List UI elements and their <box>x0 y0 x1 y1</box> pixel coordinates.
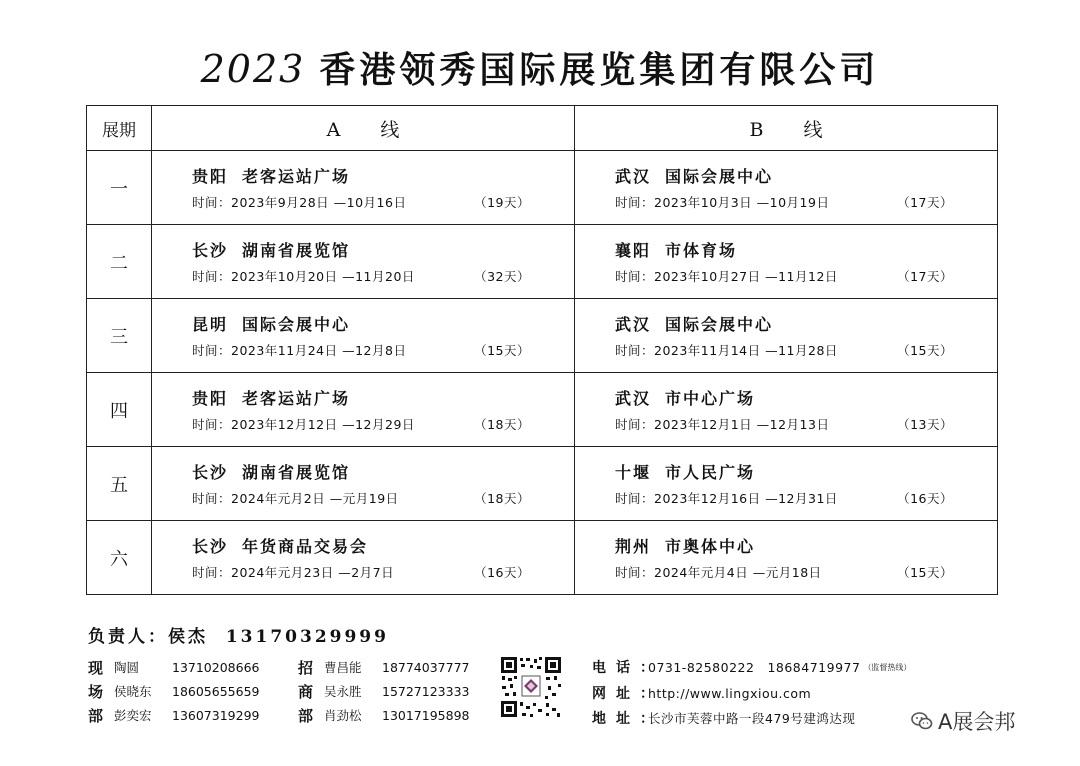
venue: 市体育场 <box>665 241 738 260</box>
biz-dept-block <box>298 657 498 725</box>
header-line-a <box>152 106 575 151</box>
venue: 湖南省展览馆 <box>242 241 351 260</box>
venue: 老客运站广场 <box>242 389 351 408</box>
staff-phone: 13607319299 <box>172 707 260 723</box>
time-range: 时间：2023年10月3日 —10月19日 <box>615 195 830 210</box>
time-range: 时间：2023年12月16日 —12月31日 <box>615 491 838 506</box>
staff-name: 吴永胜 <box>324 684 362 699</box>
table-row <box>87 151 998 225</box>
time-range: 时间：2024年元月23日 —2月7日 <box>192 565 395 580</box>
line-a-cell <box>152 225 575 299</box>
city: 武汉 <box>615 167 652 186</box>
phone-value: 0731-82580222 18684719977 <box>648 660 861 675</box>
contact-phone: 13170329999 <box>225 627 389 647</box>
line-b-cell <box>575 299 998 373</box>
site-dept-block <box>88 657 288 725</box>
duration: （17天） <box>897 195 953 210</box>
staff-phone: 18605655659 <box>172 683 260 699</box>
time-range: 时间：2024年元月4日 —元月18日 <box>615 565 822 580</box>
venue: 市人民广场 <box>665 463 756 482</box>
staff-phone: 13017195898 <box>382 707 470 723</box>
title-company: 香港领秀国际展览集团有限公司 <box>319 49 880 91</box>
staff-phone: 15727123333 <box>382 683 470 699</box>
contact-label: 负责人：侯杰 <box>88 627 208 647</box>
line-a-cell <box>152 151 575 225</box>
header-line-b-word: 线 <box>803 118 823 141</box>
time-range: 时间：2023年11月14日 —11月28日 <box>615 343 838 358</box>
venue: 市中心广场 <box>665 389 756 408</box>
duration: （18天） <box>474 417 530 432</box>
watermark-text: A展会邦 <box>938 710 1016 734</box>
venue: 国际会展中心 <box>665 315 774 334</box>
phone-label: 电话： <box>592 660 664 676</box>
page-title <box>0 42 1080 93</box>
line-b-cell <box>575 521 998 595</box>
line-b-cell <box>575 447 998 521</box>
hotline-note: （监督热线） <box>863 662 912 672</box>
duration: （15天） <box>897 565 953 580</box>
city: 十堰 <box>615 463 652 482</box>
staff-name: 曹昌能 <box>324 660 362 675</box>
title-year: 2023 <box>200 47 306 91</box>
period-label: 三 <box>87 299 152 373</box>
time-range: 时间：2023年10月27日 —11月12日 <box>615 269 838 284</box>
duration: （17天） <box>897 269 953 284</box>
header-line-a-letter: A <box>326 118 341 141</box>
period-label: 四 <box>87 373 152 447</box>
table-row <box>87 299 998 373</box>
table-header-row <box>87 106 998 151</box>
city: 长沙 <box>192 463 229 482</box>
time-range: 时间：2024年元月2日 —元月19日 <box>192 491 399 506</box>
period-label: 一 <box>87 151 152 225</box>
venue: 年货商品交易会 <box>242 537 369 556</box>
city: 荆州 <box>615 537 652 556</box>
staff-name: 侯晓东 <box>114 684 152 699</box>
city: 昆明 <box>192 315 229 334</box>
city: 武汉 <box>615 389 652 408</box>
city: 武汉 <box>615 315 652 334</box>
dept-char: 部 <box>88 706 104 725</box>
duration: （15天） <box>474 343 530 358</box>
header-line-b <box>575 106 998 151</box>
staff-phone: 18774037777 <box>382 659 470 675</box>
header-line-b-letter: B <box>749 118 764 141</box>
dept-char: 招 <box>298 658 314 677</box>
venue: 市奥体中心 <box>665 537 756 556</box>
header-line-a-word: 线 <box>380 118 400 141</box>
period-label: 二 <box>87 225 152 299</box>
city: 长沙 <box>192 241 229 260</box>
addr-value: 长沙市芙蓉中路一段479号建鸿达现 <box>648 711 856 726</box>
staff-name: 彭奕宏 <box>114 708 152 723</box>
web-label: 网址： <box>592 686 664 702</box>
line-a-cell <box>152 373 575 447</box>
schedule-table <box>86 105 998 595</box>
period-label: 五 <box>87 447 152 521</box>
staff-phone: 13710208666 <box>172 659 260 675</box>
watermark <box>906 704 1019 738</box>
qr-code-icon <box>500 656 562 718</box>
dept-char: 商 <box>298 682 314 701</box>
wechat-logo-icon <box>910 709 934 733</box>
table-row <box>87 447 998 521</box>
dept-char: 场 <box>88 682 104 701</box>
header-period: 展期 <box>87 106 152 151</box>
venue: 老客运站广场 <box>242 167 351 186</box>
web-value[interactable]: http://www.lingxiou.com <box>648 685 812 701</box>
staff-name: 肖劲松 <box>324 708 362 723</box>
venue: 国际会展中心 <box>665 167 774 186</box>
dept-char: 现 <box>88 658 104 677</box>
contact-person <box>88 622 389 647</box>
line-a-cell <box>152 299 575 373</box>
venue: 国际会展中心 <box>242 315 351 334</box>
city: 长沙 <box>192 537 229 556</box>
line-b-cell <box>575 373 998 447</box>
time-range: 时间：2023年10月20日 —11月20日 <box>192 269 415 284</box>
duration: （16天） <box>897 491 953 506</box>
time-range: 时间：2023年12月12日 —12月29日 <box>192 417 415 432</box>
duration: （19天） <box>474 195 530 210</box>
addr-label: 地址： <box>592 711 664 727</box>
time-range: 时间：2023年11月24日 —12月8日 <box>192 343 407 358</box>
line-a-cell <box>152 521 575 595</box>
time-range: 时间：2023年9月28日 —10月16日 <box>192 195 407 210</box>
duration: （15天） <box>897 343 953 358</box>
line-b-cell <box>575 151 998 225</box>
dept-char: 部 <box>298 706 314 725</box>
city: 襄阳 <box>615 241 652 260</box>
duration: （32天） <box>474 269 530 284</box>
duration: （16天） <box>474 565 530 580</box>
duration: （18天） <box>474 491 530 506</box>
city: 贵阳 <box>192 389 229 408</box>
line-a-cell <box>152 447 575 521</box>
time-range: 时间：2023年12月1日 —12月13日 <box>615 417 830 432</box>
duration: （13天） <box>897 417 953 432</box>
table-row <box>87 225 998 299</box>
table-row <box>87 373 998 447</box>
venue: 湖南省展览馆 <box>242 463 351 482</box>
city: 贵阳 <box>192 167 229 186</box>
table-row <box>87 521 998 595</box>
line-b-cell <box>575 225 998 299</box>
period-label: 六 <box>87 521 152 595</box>
staff-name: 陶圆 <box>114 660 140 675</box>
